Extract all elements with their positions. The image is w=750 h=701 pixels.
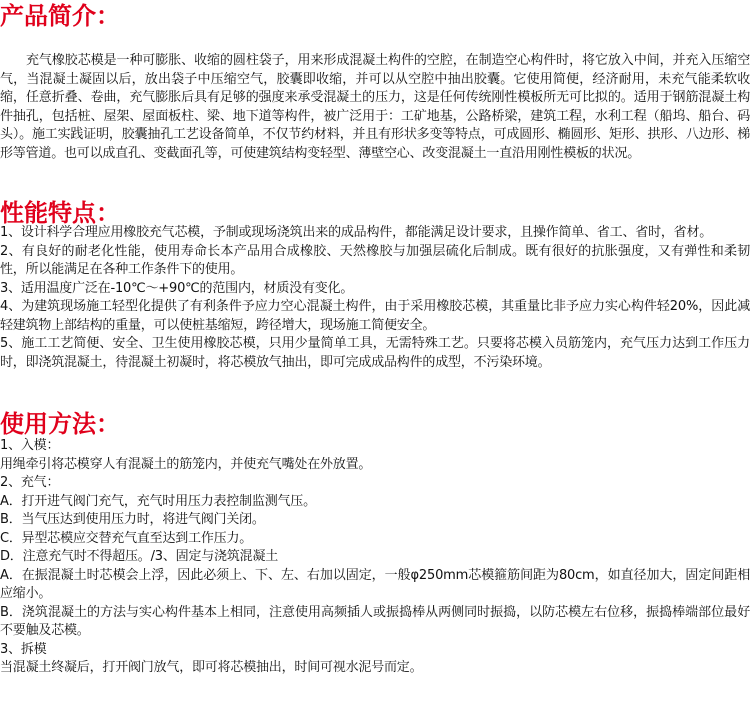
feature-item-3: 3、适用温度广泛在-10℃～+90℃的范围内，材质没有变化。	[0, 280, 354, 296]
usage-step-2-b: B．当气压达到使用压力时，将进气阀门关闭。	[0, 512, 265, 527]
feature-item-1: 1、设计科学合理应用橡胶充气芯模，予制或现场浇筑出来的成品构件，都能满足设计要求，且操作简单、省工、省时，省材。	[0, 225, 713, 240]
usage-step-2-a: A．打开进气阀门充气，充气时用压力表控制监测气压。	[0, 493, 316, 509]
usage-step-2-d: D．注意充气时不得超压。/3、固定与浇筑混凝土	[0, 549, 279, 564]
usage-step-4-title: 3、拆模	[0, 641, 47, 657]
feature-item-5: 5、施工工艺简便、安全、卫生使用橡胶芯模，只用少量简单工具，无需特殊工艺。只要将芯模入员筋笼内，充气压力达到工作压力时，即浇筑混凝土，待混凝土初凝时，将芯模放气抽出，即可完成成品构件的成型，不污染环境。	[0, 336, 750, 370]
usage-step-3-b: B．浇筑混凝土的方法与实心构件基本上相同，注意使用高频插人或振捣棒从两侧同时振捣，以防芯模左右位移，振捣棒端部位最好不要触及芯模。	[0, 604, 750, 638]
feature-item-4: 4、为建筑现场施工轻型化提供了有利条件予应力空心混凝土构件，由于采用橡胶芯模，其重量比非予应力实心构件轻20%，因此减轻建筑物上部结构的重量，可以使桩基缩短，跨径增大，现场施工简便安全。	[0, 299, 750, 333]
feature-item-2: 2、有良好的耐老化性能，使用寿命长本产品用合成橡胶、天然橡胶与加强层硫化后制成。既有很好的抗胀强度，又有弹性和柔韧性，所以能满足在各种工作条件下的使用。	[0, 243, 750, 277]
usage-step-4-text: 当混凝土终凝后，打开阀门放气，即可将芯模抽出，时间可视水泥号而定。	[0, 660, 423, 675]
usage-step-1-title: 1、入模：	[0, 438, 60, 453]
intro-heading: 产品简介：	[0, 1, 120, 30]
usage-list	[0, 437, 750, 678]
intro-paragraph: 充气橡胶芯模是一种可膨胀、收缩的圆柱袋子，用来形成混凝土构件的空腔，在制造空心构件时，将它放入中间，并充入压缩空气，当混凝土凝固以后，放出袋子中压缩空气，胶囊即收缩，并可以从空腔中抽出胶囊。它使用简便，经济耐用，未充气能柔软收缩，任意折叠、卷曲，充气膨胀后具有足够的强度来承受混凝土的压力，这是任何传统刚性模板所无可比拟的。适用于钢筋混凝土构件抽孔，包括桩、屋架、屋面板柱、梁、地下道等构件，被广泛用于：工矿地基，公路桥梁，建筑工程，水利工程（船坞、船台、码头）。施工实践证明，胶囊抽孔工艺设备简单，不仅节约材料，并且有形状多变等特点，可成圆形、椭圆形、矩形、拱形、八边形、梯形等管道。也可以成直孔、变截面孔等，可使建筑结构变轻型、薄壁空心、改变混凝土一直沿用刚性模板的状况。	[0, 53, 750, 161]
usage-heading: 使用方法：	[0, 409, 120, 438]
usage-step-1-text: 用绳牵引将芯模穿人有混凝土的筋笼内，并使充气嘴处在外放置。	[0, 456, 372, 472]
features-list	[0, 224, 750, 372]
usage-step-3-a: A．在振混凝土时芯模会上浮，因此必须上、下、左、右加以固定，一般φ250mm芯模箍筋间距为80cm，如直径加大，固定间距相应缩小。	[0, 567, 750, 601]
usage-step-2-c: C．异型芯模应交替充气直至达到工作压力。	[0, 530, 253, 546]
usage-step-2-title: 2、充气：	[0, 475, 60, 490]
features-heading: 性能特点：	[0, 198, 120, 227]
